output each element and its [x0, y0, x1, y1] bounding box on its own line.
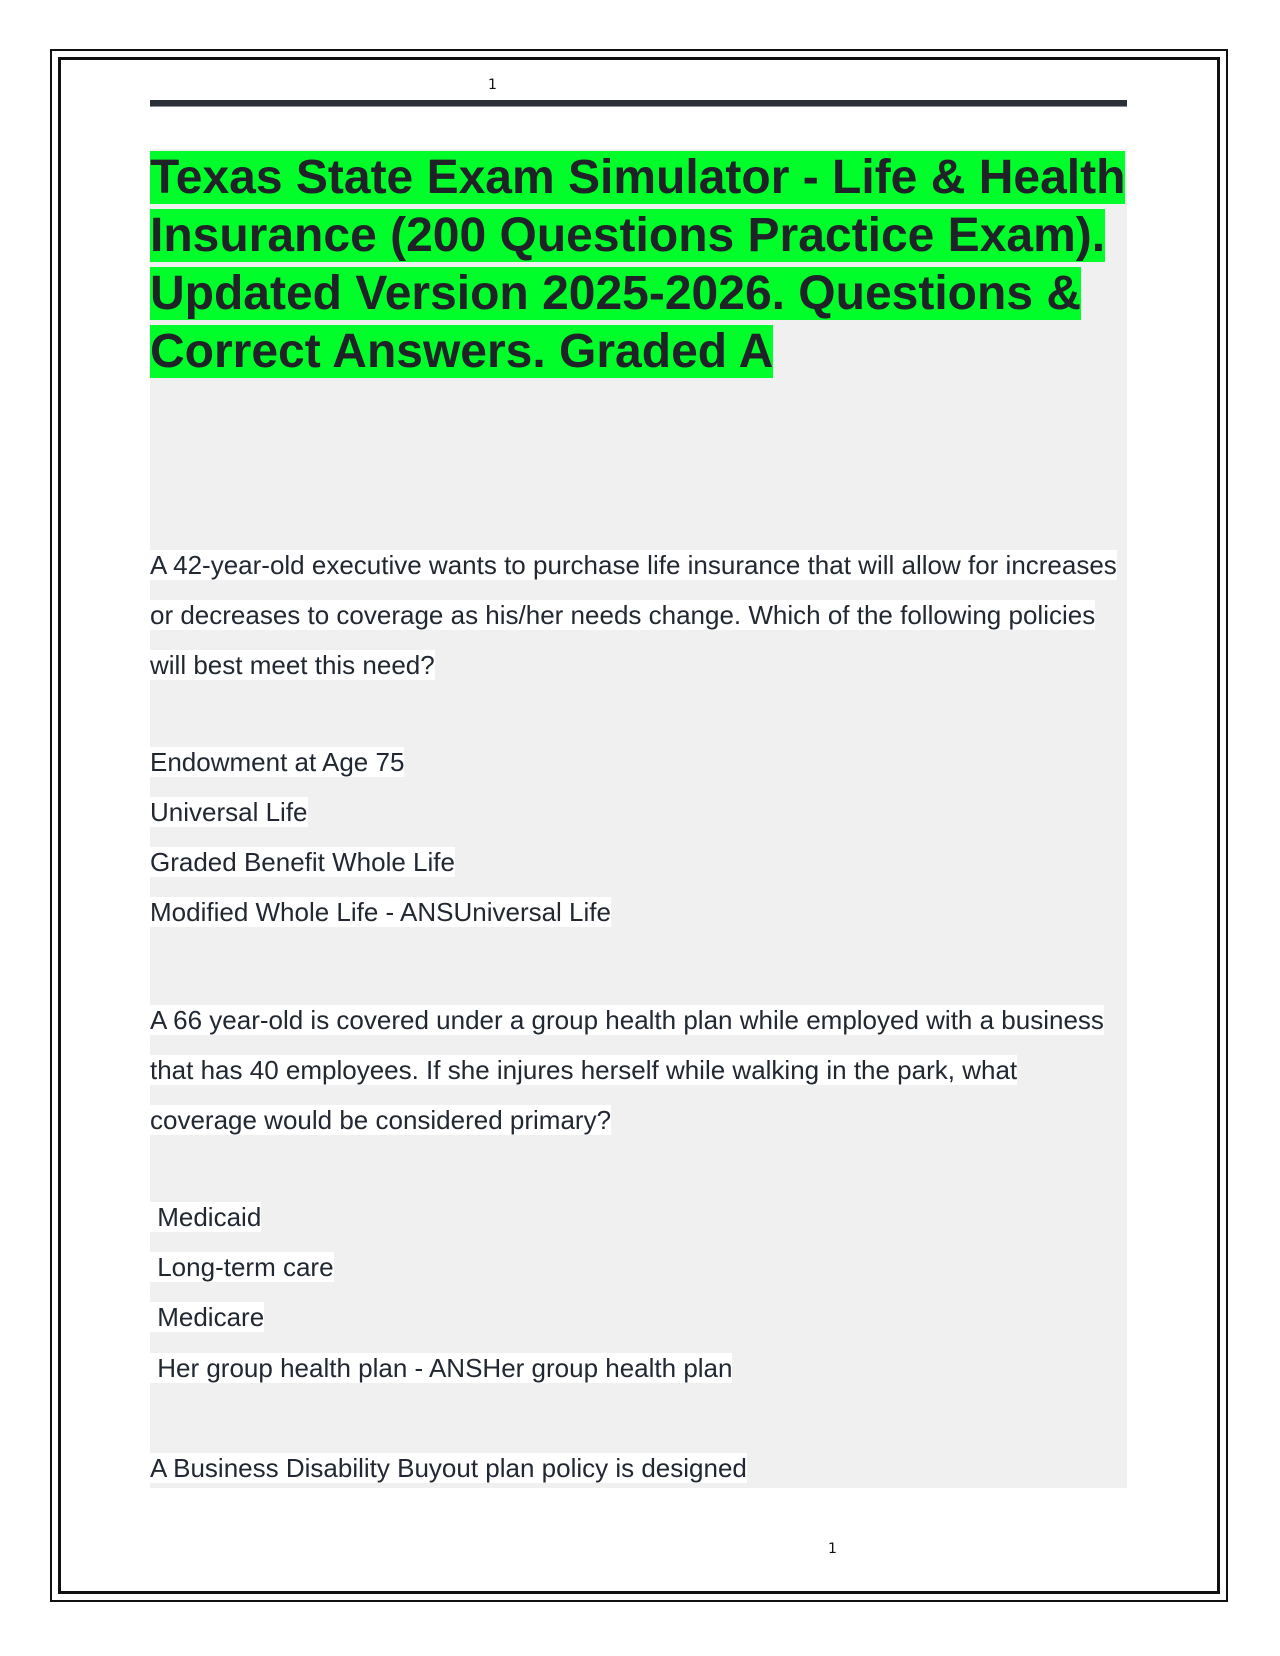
header-rule — [150, 100, 1127, 107]
question-1-option-2 — [150, 794, 308, 830]
question-1-option-1 — [150, 744, 404, 780]
question-3-highlight: A Business Disability Buyout plan policy is designed — [150, 1453, 747, 1483]
question-1-text — [150, 540, 1127, 690]
option-text: Medicaid — [150, 1202, 262, 1232]
question-1-option-4 — [150, 894, 611, 930]
question-2-option-4 — [150, 1350, 732, 1386]
question-1-highlight: A 42-year-old executive wants to purchase life insurance that will allow for increases or decreases to coverage as his/her needs change. Which of the following policies will best meet this need? — [150, 550, 1117, 680]
question-3-text — [150, 1450, 747, 1486]
option-text: Long-term care — [150, 1252, 334, 1282]
title-highlight: Texas State Exam Simulator - Life & Health Insurance (200 Questions Practice Exam). Updated Version 2025-2026. Questions & Correct Answers. Graded A — [150, 151, 1126, 378]
option-text: Universal Life — [150, 797, 308, 827]
header-page-number: 1 — [488, 77, 497, 93]
question-2-option-3 — [150, 1299, 264, 1335]
option-text: Modified Whole Life - ANSUniversal Life — [150, 897, 611, 927]
question-2-text — [150, 995, 1127, 1145]
option-text: Her group health plan - ANSHer group health plan — [150, 1353, 733, 1383]
option-text: Medicare — [150, 1302, 265, 1332]
question-2-option-2 — [150, 1249, 334, 1285]
footer-page-number: 1 — [828, 1541, 837, 1557]
option-text: Endowment at Age 75 — [150, 747, 405, 777]
option-text: Graded Benefit Whole Life — [150, 847, 455, 877]
question-2-option-1 — [150, 1199, 261, 1235]
document-title — [150, 149, 1140, 381]
question-1-option-3 — [150, 844, 455, 880]
question-2-highlight: A 66 year-old is covered under a group health plan while employed with a business that has 40 employees. If she injures herself while walking in the park, what coverage would be considered primary? — [150, 1005, 1104, 1135]
